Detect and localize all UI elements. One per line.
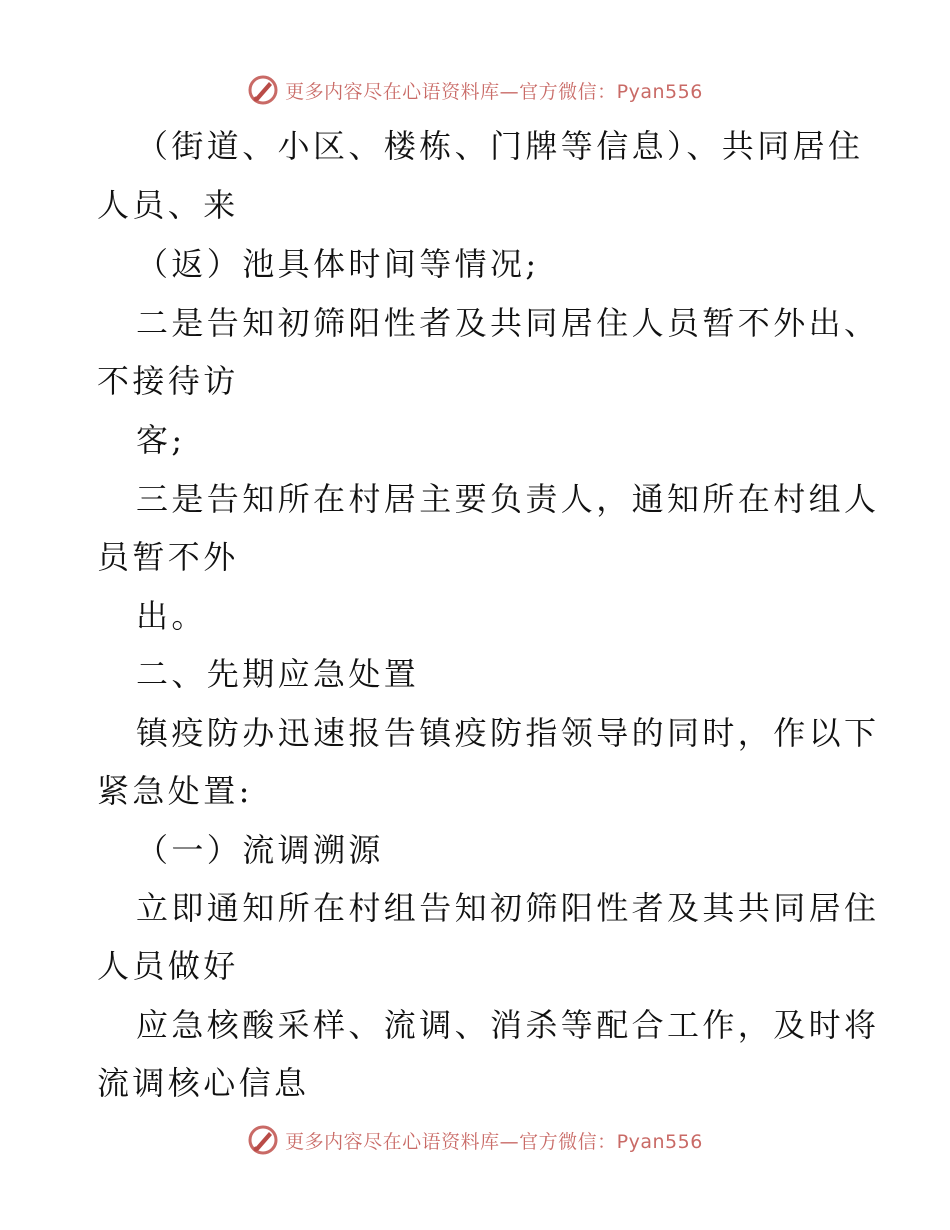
paragraph-line: 三是告知所在村居主要负责人，通知所在村组人	[136, 480, 880, 518]
pen-circle-logo-icon	[247, 74, 279, 106]
section-heading: 二、先期应急处置	[136, 655, 420, 693]
watermark-text: 更多内容尽在心语资料库—官方微信：Pyan556	[285, 80, 703, 103]
paragraph-line: 员暂不外	[97, 538, 239, 576]
footer-watermark	[0, 1122, 950, 1158]
paragraph-line: （返）池具体时间等情况;	[136, 245, 540, 283]
paragraph-line: 出。	[136, 597, 207, 635]
paragraph-line: （街道、小区、楼栋、门牌等信息）、共同居住	[136, 127, 864, 165]
paragraph-line: 二是告知初筛阳性者及共同居住人员暂不外出、	[136, 304, 880, 342]
paragraph-line: 立即通知所在村组告知初筛阳性者及其共同居住	[136, 889, 880, 927]
paragraph-line: 应急核酸采样、流调、消杀等配合工作，及时将	[136, 1006, 880, 1044]
paragraph-line: 人员做好	[97, 947, 239, 985]
paragraph-line: 客;	[136, 421, 186, 459]
subsection-heading: （一）流调溯源	[136, 831, 384, 869]
paragraph-line: 镇疫防办迅速报告镇疫防指领导的同时，作以下	[136, 714, 880, 752]
paragraph-line: 人员、来	[97, 186, 239, 224]
header-watermark	[0, 72, 950, 108]
paragraph-line: 不接待访	[97, 362, 239, 400]
watermark-text: 更多内容尽在心语资料库—官方微信：Pyan556	[285, 1130, 703, 1153]
pen-circle-logo-icon	[247, 1124, 279, 1156]
paragraph-line: 紧急处置:	[97, 772, 253, 810]
paragraph-line: 流调核心信息	[97, 1064, 310, 1102]
